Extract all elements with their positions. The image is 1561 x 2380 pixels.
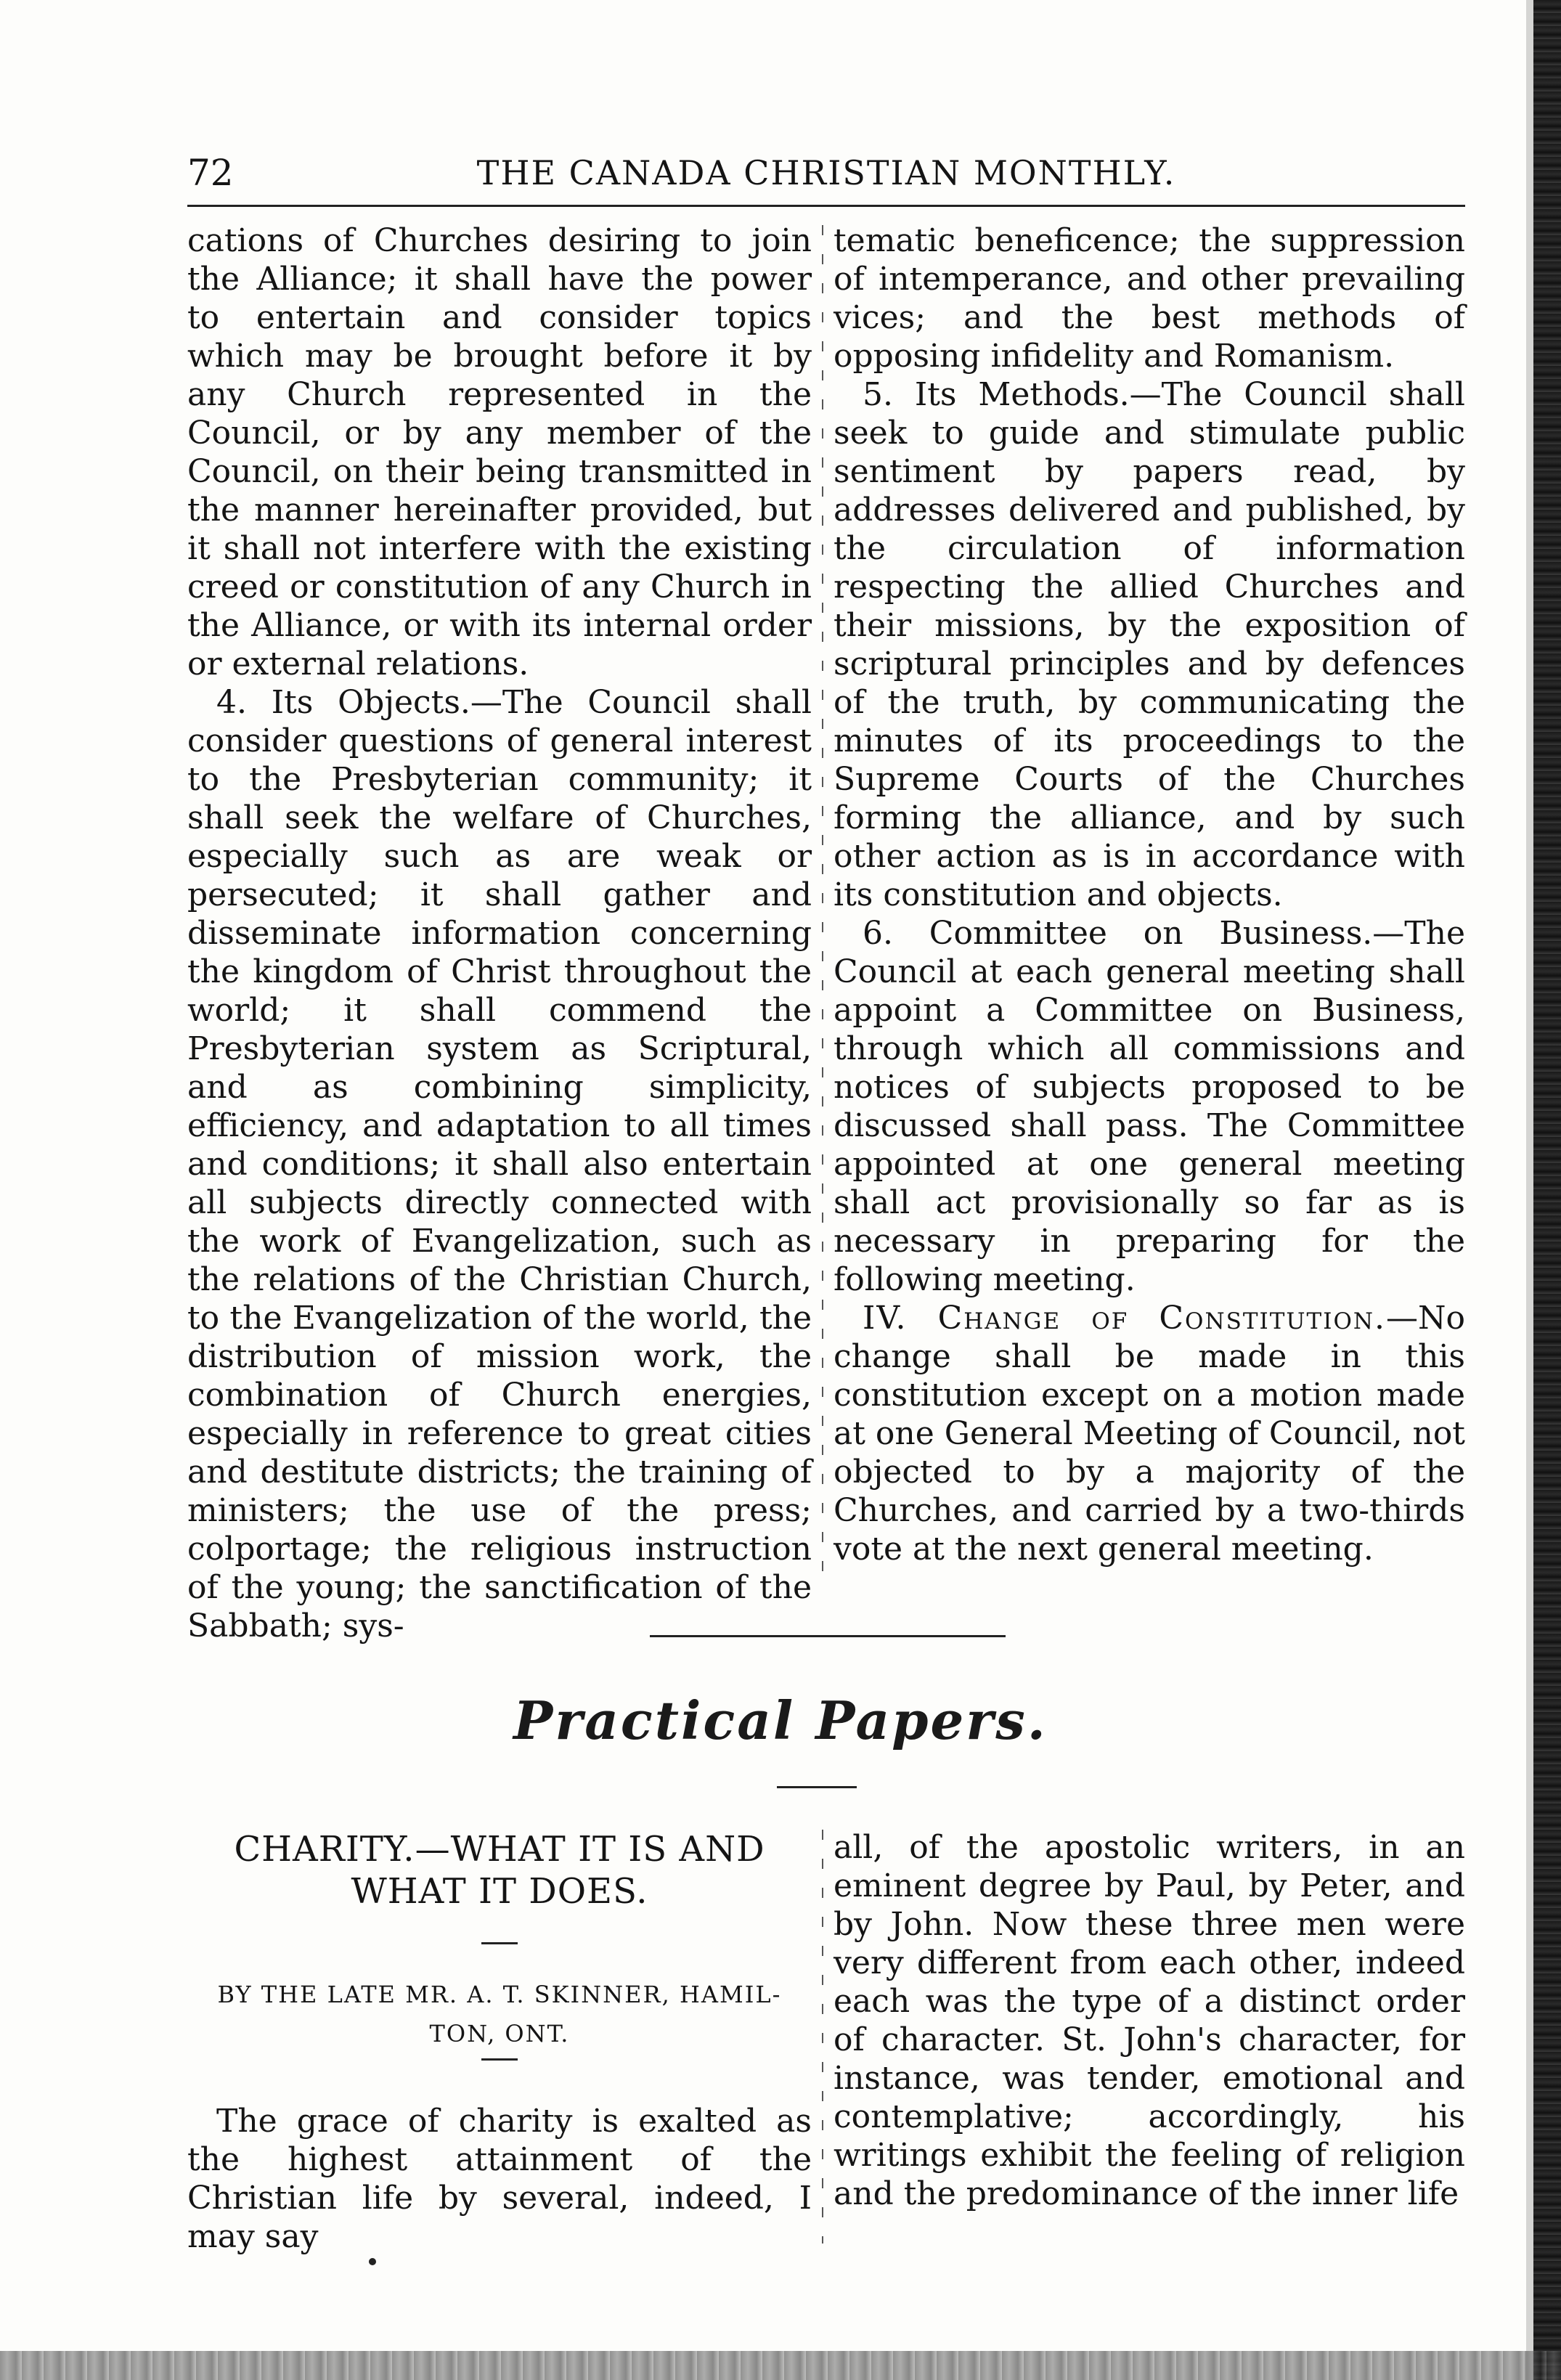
paragraph-continuation: cations of Churches desiring to join the Alliance; it shall have the power to entertain and consider topics which may be brought before it by any Church represented in the Council, or by any member of the Council, on their being transmitted in the manner hereinafter provided, but it shall not interfere with the existing creed or constitution of any Church in the Alliance, or with its internal order or external relations.: [187, 222, 812, 682]
article-title: [187, 1828, 812, 1912]
article-opening-paragraph: The grace of charity is exalted as the highest attainment of the Christian life by several, indeed, I may say: [187, 2103, 812, 2255]
paragraph-objects: 4. Its Objects.—The Council shall consider questions of general interest to the Presbyterian community; it shall seek the welfare of Churches, especially such as are weak or persecuted; it shall gather and disseminate information concerning the kingdom of Christ throughout the world; it shall commend the Presbyterian system as Scriptural, and as combining simplicity, efficiency, and adaptation to all times and conditions; it shall also entertain all subjects directly connected with the work of Evangelization, such as the relations of the Christian Church, to the Evangelization of the world, the distribution of mission work, the combination of Church energies, especially in reference to great cities and destitute districts; the training of ministers; the use of the press; colportage; the religious instruction of the young; the sanctification of the Sabbath; sys-: [187, 684, 812, 1645]
running-title: THE CANADA CHRISTIAN MONTHLY.: [476, 153, 1176, 192]
paragraph-methods: 5. Its Methods.—The Council shall seek to guide and stimulate public sentiment by papers read, by addresses delivered and published, by the circulation of information respecting the allied Churches and their missions, by the exposition of scriptural principles and by defences of the truth, by communicating the minutes of its proceedings to the Supreme Courts of the Churches forming the alliance, and by such other action as is in accordance with its constitution and objects.: [834, 376, 1465, 913]
byline-line-2: TON, ONT.: [429, 2020, 570, 2047]
left-column-top: [187, 221, 812, 1645]
scan-edge-shadow: [1526, 0, 1533, 2380]
page-header: [187, 151, 1465, 202]
section-short-rule: [777, 1786, 857, 1788]
right-column-top: [834, 221, 1465, 1568]
paragraph-committee: 6. Committee on Business.—The Council at each general meeting shall appoint a Committee on Business, through which all commissions and notices of subjects proposed to be discussed shall pass. The Committee appointed at one general meeting shall act provisionally so far as is necessary in preparing for the following meeting.: [834, 915, 1465, 1298]
scan-bottom-edge: [0, 2351, 1561, 2380]
byline-line-1: BY THE LATE MR. A. T. SKINNER, HAMIL-: [217, 1981, 782, 2008]
title-dash: [481, 1942, 518, 1944]
section-title: Practical Papers.: [513, 1690, 1048, 1751]
section-rule: [650, 1635, 1006, 1637]
right-column-bottom: [834, 1828, 1465, 2213]
page-number: 72: [187, 152, 234, 194]
article-byline: [187, 1975, 812, 2053]
amendment-text: —No change shall be made in this constitution except on a motion made at one General Meeting of Council, not objected to by a majority of the Churches, and carried by a two-thirds vote at the next general meeting.: [834, 1300, 1465, 1568]
print-speck: [369, 2258, 376, 2265]
scan-binding-edge: [1533, 0, 1561, 2380]
column-divider-bottom: [822, 1830, 823, 2244]
article-title-line-2: WHAT IT DOES.: [351, 1871, 648, 1912]
byline-dash: [481, 2058, 518, 2061]
column-divider: [822, 225, 823, 1583]
article-continuation-paragraph: all, of the apostolic writers, in an eminent degree by Paul, by Peter, and by John. Now these three men were very different from each other, indeed each was the type of a distinct order of character. St. John's character, for instance, was tender, emotional and contemplative; accordingly, his writings exhibit the feeling of religion and the predominance of the inner life: [834, 1829, 1465, 2212]
amendment-heading: IV. Change of Constitution.: [863, 1300, 1386, 1337]
article-title-line-1: CHARITY.—WHAT IT IS AND: [234, 1829, 765, 1870]
paragraph-continuation-right: tematic beneficence; the suppression of intemperance, and other prevailing vices; and the best methods of opposing infidelity and Romanism.: [834, 222, 1465, 375]
paragraph-amendment: [834, 1299, 1465, 1568]
left-column-bottom: [187, 2102, 812, 2256]
header-rule: [187, 205, 1465, 207]
